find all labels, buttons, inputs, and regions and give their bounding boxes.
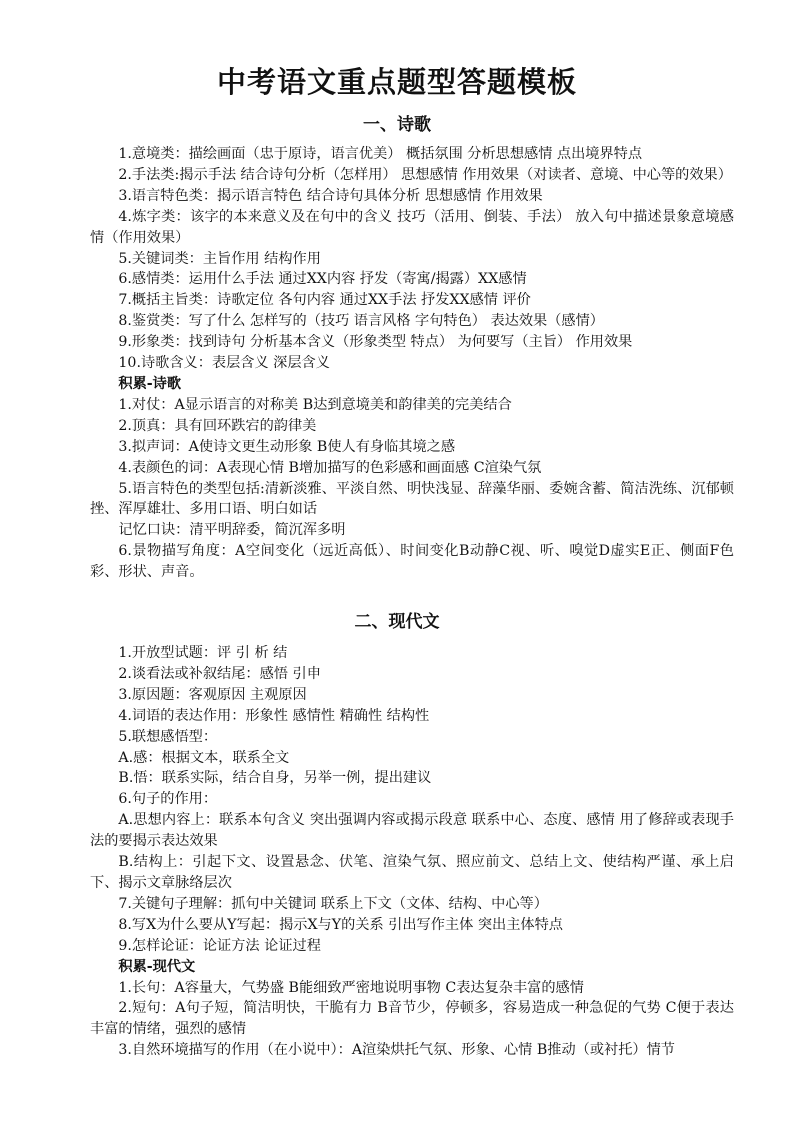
prose-accumulation-line: 2.短句：A句子短，简洁明快，干脆有力 B音节少，停顿多，容易造成一种急促的气势 C便于表达丰富的情绪，强烈的感情 — [90, 1000, 734, 1038]
prose-line: 5.联想感悟型： — [118, 728, 218, 745]
poetry-accumulation-line: 5.语言特色的类型包括:清新淡雅、平淡自然、明快浅显、辞藻华丽、委婉含蓄、简洁洗练、沉郁顿挫、浑厚雄壮、多用口语、明白如话 — [90, 480, 734, 518]
poetry-accumulation-line: 1.对仗：A显示语言的对称美 B达到意境美和韵律美的完美结合 — [118, 396, 512, 413]
poetry-accumulation-line: 记忆口诀：清平明辞委，简沉浑多明 — [118, 522, 346, 539]
prose-line: 6.句子的作用： — [118, 791, 218, 808]
poetry-line: 4.炼字类：该字的本来意义及在句中的含义 技巧（活用、倒装、手法） 放入句中描述景象意境感情（作用效果） — [90, 208, 734, 246]
poetry-line: 8.鉴赏类：写了什么 怎样写的（技巧 语言风格 字句特色） 表达效果（感情） — [118, 313, 604, 330]
poetry-accumulation-line: 6.景物描写角度：A空间变化（远近高低）、时间变化B动静C视、听、嗅觉D虚实E正、侧面F色彩、形状、声音。 — [90, 543, 734, 581]
prose-line: 7.关键句子理解：抓句中关键词 联系上下文（文体、结构、中心等） — [118, 895, 548, 912]
subheading-prose-accumulation: 积累-现代文 — [118, 958, 196, 975]
section-body-poetry — [90, 144, 734, 583]
prose-line: 3.原因题：客观原因 主观原因 — [118, 686, 307, 703]
poetry-line: 3.语言特色类：揭示语言特色 结合诗句具体分析 思想感情 作用效果 — [118, 187, 543, 204]
prose-accumulation-line: 1.长句：A容量大，气势盛 B能细致严密地说明事物 C表达复杂丰富的感情 — [118, 979, 584, 996]
prose-line: 8.写X为什么要从Y写起：揭示X与Y的关系 引出写作主体 突出主体特点 — [118, 916, 563, 933]
poetry-accumulation-line: 3.拟声词：A使诗文更生动形象 B使人有身临其境之感 — [118, 438, 456, 455]
prose-line: 2.谈看法或补叙结尾：感悟 引申 — [118, 665, 321, 682]
prose-line: A.感：根据文本，联系全文 — [118, 749, 290, 766]
poetry-line: 5.关键词类：主旨作用 结构作用 — [118, 250, 321, 267]
section-body-modern-prose — [90, 643, 734, 1061]
prose-accumulation-line: 3.自然环境描写的作用（在小说中）：A渲染烘托气氛、形象、心情 B推动（或衬托）情节 — [118, 1042, 675, 1059]
section-heading-poetry: 一、诗歌 — [363, 115, 431, 135]
prose-line: B.悟：联系实际，结合自身，另举一例，提出建议 — [118, 770, 432, 787]
poetry-line: 7.概括主旨类：诗歌定位 各句内容 通过XX手法 抒发XX感情 评价 — [118, 292, 531, 309]
poetry-line: 6.感情类：运用什么手法 通过XX内容 抒发（寄寓/揭露）XX感情 — [118, 271, 527, 288]
prose-line: 9.怎样论证：论证方法 论证过程 — [118, 937, 321, 954]
poetry-line: 2.手法类:揭示手法 结合诗句分析（怎样用） 思想感情 作用效果（对读者、意境、中心等的效果） — [118, 166, 732, 183]
poetry-accumulation-line: 4.表颜色的词：A表现心情 B增加描写的色彩感和画面感 C渲染气氛 — [118, 459, 542, 476]
poetry-line: 9.形象类：找到诗句 分析基本含义（形象类型 特点） 为何要写（主旨） 作用效果 — [118, 334, 633, 351]
document-title: 中考语文重点题型答题模板 — [216, 65, 577, 99]
prose-line: 1.开放型试题：评 引 析 结 — [118, 645, 288, 661]
prose-line: A.思想内容上：联系本句含义 突出强调内容或揭示段意 联系中心、态度、感情 用了修辞或表现手法的要揭示表达效果 — [90, 812, 734, 850]
subheading-poetry-accumulation: 积累-诗歌 — [118, 375, 182, 392]
prose-line: B.结构上：引起下文、设置悬念、伏笔、渲染气氛、照应前文、总结上文、使结构严谨、承上启下、揭示文章脉络层次 — [90, 854, 734, 891]
poetry-line: 10.诗歌含义：表层含义 深层含义 — [118, 355, 330, 372]
section-heading-modern-prose: 二、现代文 — [354, 612, 440, 632]
poetry-line: 1.意境类：描绘画面（忠于原诗，语言优美） 概括氛围 分析思想感情 点出境界特点 — [118, 146, 643, 162]
poetry-accumulation-line: 2.顶真：具有回环跌宕的韵律美 — [118, 417, 317, 434]
prose-line: 4.词语的表达作用：形象性 感情性 精确性 结构性 — [118, 707, 430, 724]
